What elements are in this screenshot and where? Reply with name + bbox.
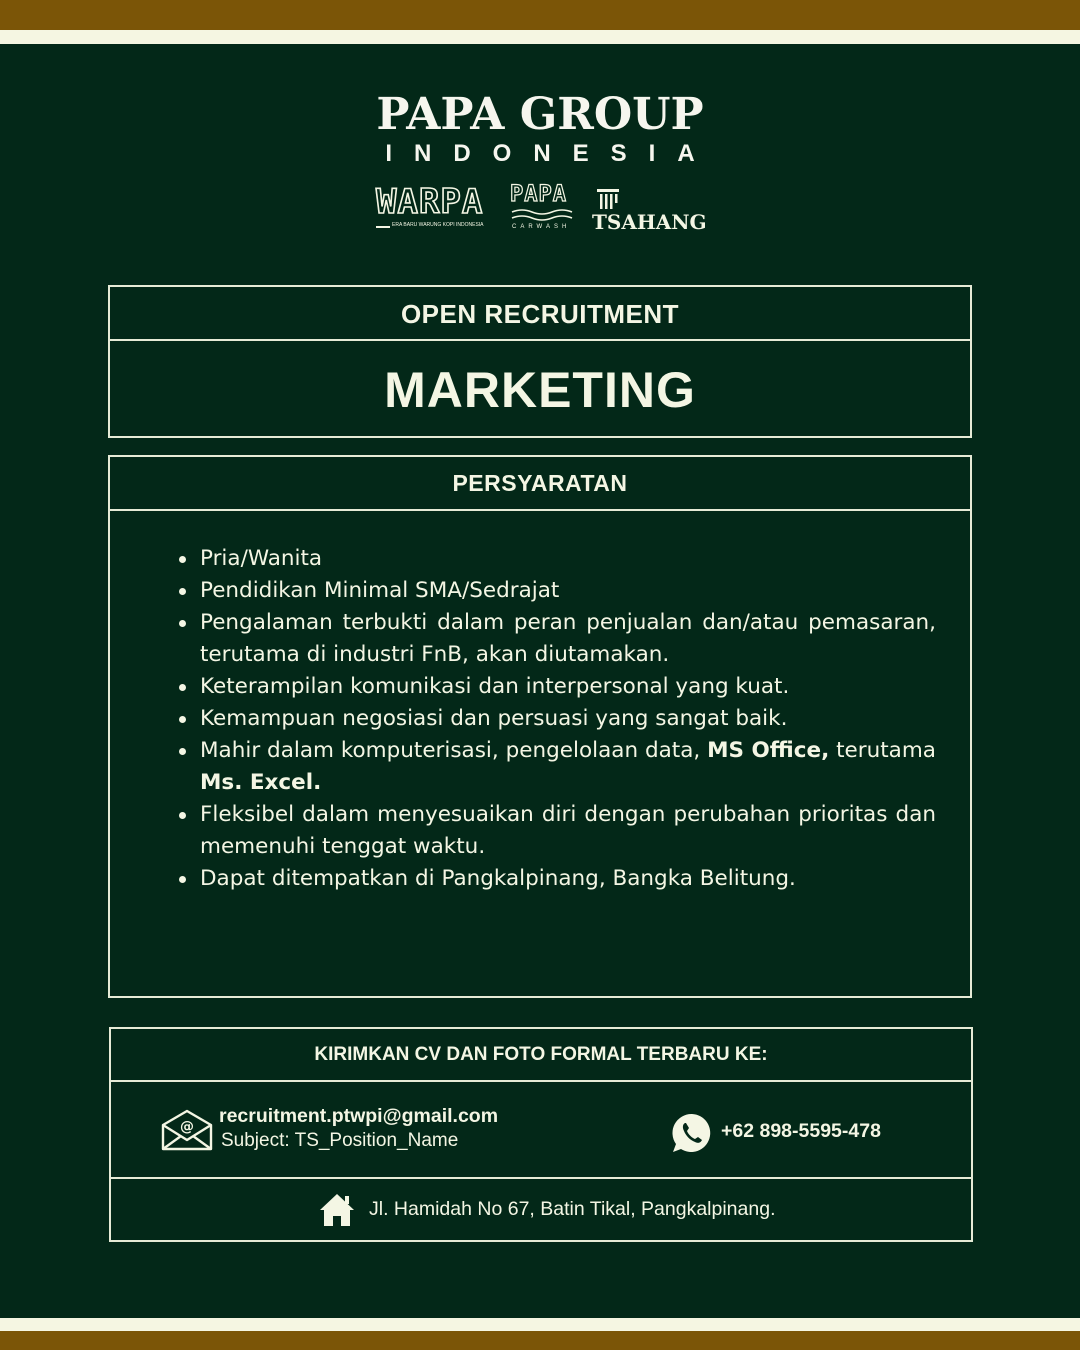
mail-icon	[161, 1109, 213, 1151]
brand-header	[0, 90, 1080, 168]
bottom-cream-stripe	[0, 1318, 1080, 1331]
requirement-item: Pria/Wanita	[200, 543, 936, 575]
sub-brand-logos	[376, 182, 707, 236]
requirement-text: terutama	[829, 738, 936, 763]
open-recruitment-label: OPEN RECRUITMENT	[400, 299, 680, 329]
divider	[110, 339, 970, 341]
requirement-item: Kemampuan negosiasi dan persuasi yang sangat baik.	[200, 703, 936, 735]
requirement-item: Pendidikan Minimal SMA/Sedrajat	[200, 575, 936, 607]
requirement-text: Mahir dalam komputerisasi, pengelolaan data,	[200, 738, 708, 763]
contact-box	[109, 1027, 973, 1242]
position-title: MARKETING	[384, 362, 696, 418]
requirement-item: Pengalaman terbukti dalam peran penjualan dan/atau pemasaran, terutama di industri FnB, akan diutamakan.	[200, 607, 936, 671]
tsahang-logo	[592, 186, 706, 232]
brand-name: PAPA GROUP	[376, 89, 704, 140]
top-gold-band	[0, 0, 1080, 30]
requirements-title: PERSYARATAN	[452, 470, 628, 496]
contact-email[interactable]: recruitment.ptwpi@gmail.com	[219, 1105, 499, 1127]
contact-phone[interactable]: +62 898-5595-478	[721, 1120, 881, 1142]
wave-icon	[510, 208, 578, 222]
papa-carwash-logo	[510, 182, 580, 232]
warpa-logo-text: WARPA	[376, 182, 484, 222]
requirement-bold: Ms. Excel.	[200, 770, 322, 795]
contact-address: Jl. Hamidah No 67, Batin Tikal, Pangkalpinang.	[369, 1198, 776, 1220]
tsahang-mark-icon	[596, 188, 620, 210]
requirement-item: Keterampilan komunikasi dan interpersonal yang kuat.	[200, 671, 936, 703]
requirements-list	[200, 543, 936, 895]
warpa-logo	[376, 182, 492, 232]
svg-text:@: @	[180, 1119, 194, 1135]
divider	[111, 1080, 971, 1082]
requirements-box	[108, 455, 972, 998]
papa-tagline: CARWASH	[512, 224, 571, 230]
requirement-bold: MS Office,	[707, 738, 830, 763]
tsahang-logo-text: TSAHANG	[592, 210, 707, 234]
requirement-item: Fleksibel dalam menyesuaikan diri dengan perubahan prioritas dan memenuhi tenggat waktu.	[200, 799, 936, 863]
bottom-gold-band	[0, 1331, 1080, 1350]
contact-title: KIRIMKAN CV DAN FOTO FORMAL TERBARU KE:	[314, 1044, 768, 1065]
divider	[110, 509, 970, 511]
position-box	[108, 285, 972, 438]
brand-country: INDONESIA	[385, 140, 717, 167]
email-subject: Subject: TS_Position_Name	[221, 1130, 459, 1151]
requirement-item: Dapat ditempatkan di Pangkalpinang, Bangka Belitung.	[200, 863, 936, 895]
top-cream-stripe	[0, 30, 1080, 44]
divider	[111, 1177, 971, 1179]
papa-logo-text: PAPA	[510, 182, 567, 207]
whatsapp-icon	[671, 1112, 713, 1154]
home-icon	[319, 1193, 355, 1227]
requirement-item	[200, 735, 936, 799]
warpa-tagline: ERA BARU WARUNG KOPI INDONESIA	[392, 222, 484, 228]
warpa-underline	[376, 226, 390, 228]
